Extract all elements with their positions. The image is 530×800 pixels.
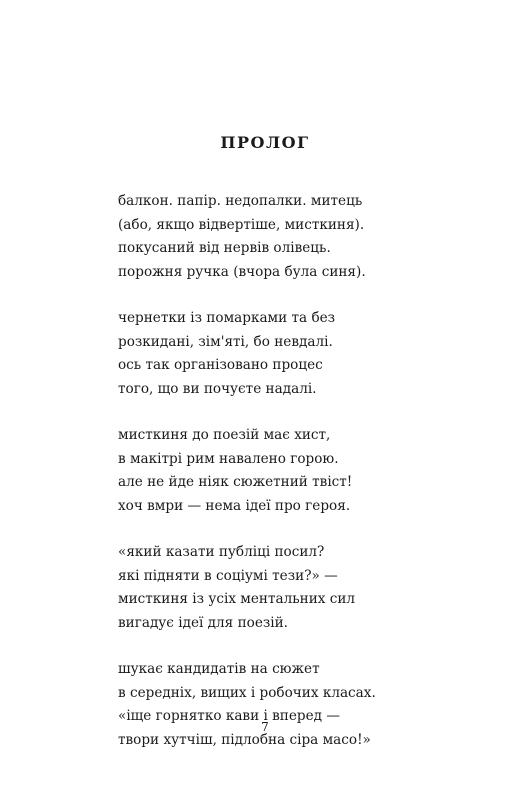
poem-line: вигадує ідеї для поезій. bbox=[118, 614, 289, 631]
poem-line: мисткиня із усіх ментальних сил bbox=[118, 591, 356, 607]
poem-line: «який казати публіці посил? bbox=[118, 544, 325, 560]
poem-line: порожня ручка (вчора була синя). bbox=[118, 263, 366, 280]
poem-line: в макітрі рим навалено горою. bbox=[118, 450, 339, 467]
poem-line: балкон. папір. недопалки. митець bbox=[118, 193, 363, 209]
poem bbox=[118, 190, 518, 775]
stanza-1 bbox=[118, 190, 518, 284]
page-number: 7 bbox=[261, 720, 269, 734]
poem-line: ось так організовано процес bbox=[118, 357, 323, 373]
poem-line: того, що ви почуєте надалі. bbox=[118, 380, 317, 397]
poem-line: мисткиня до поезій має хист, bbox=[118, 427, 331, 443]
poem-line: (або, якщо відвертіше, мисткиня). bbox=[118, 216, 365, 233]
stanza-2 bbox=[118, 307, 518, 401]
poem-line: розкидані, зім'яті, бо невдалі. bbox=[118, 333, 333, 350]
poem-line: твори хутчіш, підлобна сіра масо!» bbox=[118, 731, 371, 748]
stanza-4 bbox=[118, 541, 518, 635]
poem-line: хоч вмри — нема ідеї про героя. bbox=[118, 497, 351, 514]
poem-line: але не йде ніяк сюжетний твіст! bbox=[118, 474, 353, 490]
stanza-3 bbox=[118, 424, 518, 518]
poem-line: шукає кандидатів на сюжет bbox=[118, 661, 320, 677]
poem-line: покусаний від нервів олівець. bbox=[118, 240, 331, 256]
poem-line: чернетки із помарками та без bbox=[118, 310, 336, 326]
poem-line: «іще горнятко кави і вперед — bbox=[118, 708, 340, 724]
stanza-5 bbox=[118, 658, 518, 752]
chapter-title: ПРОЛОГ bbox=[220, 133, 310, 152]
poem-line: які підняти в соціумі тези?» — bbox=[118, 567, 338, 584]
poem-line: в середніх, вищих і робочих класах. bbox=[118, 684, 376, 701]
